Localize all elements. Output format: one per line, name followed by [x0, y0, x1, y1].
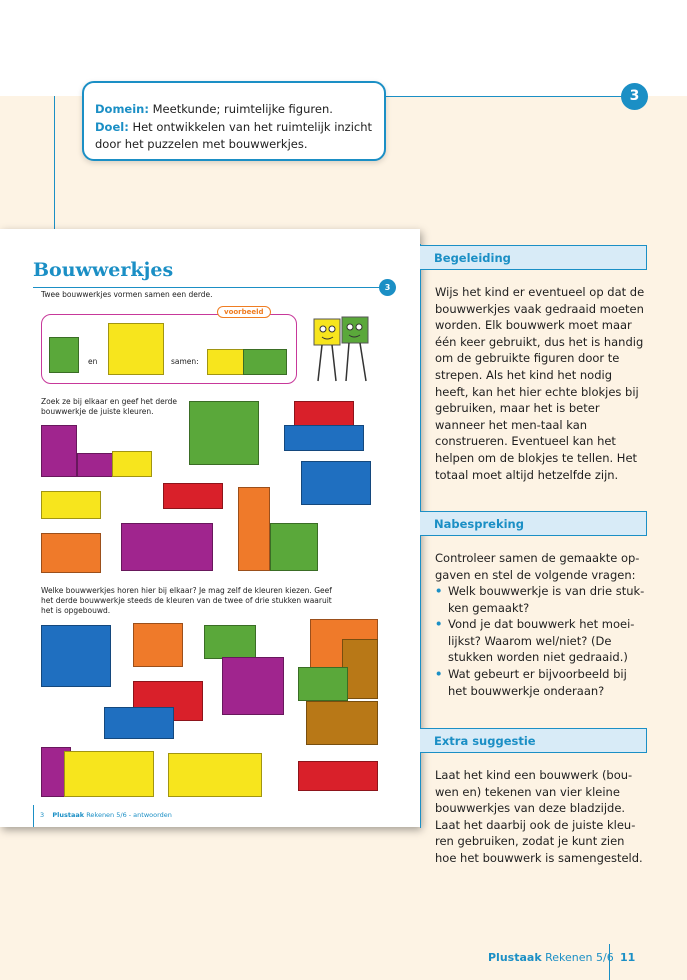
piece-green-bar: [204, 625, 256, 659]
footer-subject: Rekenen 5/6: [545, 951, 614, 964]
lesson-number-badge: 3: [621, 83, 648, 110]
worksheet-subtitle: Twee bouwwerkjes vormen samen een derde.: [41, 290, 213, 299]
goal-text: Het ontwikkelen van het ruimtelijk inzicht door het puzzelen met bouwwerkjes.: [95, 119, 373, 151]
piece-blue-t: [41, 625, 111, 687]
footer-page-number: 11: [620, 951, 636, 964]
piece-orange-stairs: [41, 533, 101, 573]
domain-goal-box: [82, 81, 386, 161]
section-nabespreking-title: Nabespreking: [420, 511, 647, 536]
example-tag: voorbeeld: [217, 306, 271, 318]
connector-line: [54, 96, 55, 230]
example-green-block: [49, 337, 79, 373]
piece-red-last: [298, 761, 378, 791]
list-item: • Welk bouwwerkje is van drie stuk-ken gemaakt?: [435, 583, 647, 616]
domain-text: Meetkunde; ruimtelijke figuren.: [152, 102, 333, 116]
footer-brand: [488, 951, 614, 964]
header-rule: [386, 96, 622, 97]
section-begeleiding-text: Wijs het kind er eventueel op dat de bouwwerkjes vaak gedraaid moeten worden. Elk bouwwerk moet maar één keer gebruikt, dus het is handig om de gebruikte figuren door te strepen. Als het kind het nodig heeft, kan het hier echte blokjes bij gebruiken, maar het is beter wanneer het men-taal kan construeren. Eventueel kan het helpen om de blokjes te tellen. Het totaal moet altijd hetzelfde zijn.: [435, 285, 645, 482]
list-item: • Vond je dat bouwwerk het moei-lijkst? Waarom wel/niet? (De stukken worden niet gedraaid.): [435, 616, 647, 666]
mascot-cubes-icon: [308, 315, 374, 385]
piece-red-top: [294, 401, 354, 427]
list-item: • Wat gebeurt er bijvoorbeeld bij het bouwwerkje onderaan?: [435, 666, 647, 699]
example-en-label: en: [88, 357, 98, 366]
piece-red-flat: [163, 483, 223, 509]
section-begeleiding-title: Begeleiding: [420, 245, 647, 270]
footer-brand-name: Plustaak: [488, 951, 542, 964]
piece-orange-tower: [238, 487, 270, 571]
worksheet-title: Bouwwerkjes: [33, 259, 174, 281]
section-nabespreking-intro: Controleer samen de gemaakte op-gaven en stel de volgende vragen:: [435, 551, 640, 582]
instruction-2: Welke bouwwerkjes horen hier bij elkaar? Je mag zelf de kleuren kiezen. Geef het derde bouwwerkje steeds de kleuren van de twee of drie stukken waaruit het is opgebouwd.: [41, 586, 332, 615]
example-result-yellow: [207, 349, 245, 375]
worksheet-page: [0, 229, 420, 827]
piece-brown-l: [306, 701, 378, 745]
piece-purple-l: [41, 425, 77, 477]
piece-orange-step: [133, 623, 183, 667]
worksheet-rule: [33, 287, 383, 288]
piece-blue-flat: [104, 707, 174, 739]
worksheet-footer: [40, 811, 172, 819]
piece-purple-step: [222, 657, 284, 715]
piece-blue-base: [284, 425, 364, 451]
worksheet-footer-brand: Plustaak: [52, 811, 85, 819]
worksheet-footer-rule: [33, 805, 34, 827]
section-nabespreking-list: [435, 583, 647, 699]
worksheet-footer-text: Rekenen 5/6 - antwoorden: [86, 811, 172, 819]
piece-yellow-flat: [41, 491, 101, 519]
example-result-green: [243, 349, 287, 375]
piece-yellow-l: [168, 753, 262, 797]
instruction-1: Zoek ze bij elkaar en geef het derde bouwwerkje de juiste kleuren.: [41, 397, 178, 416]
piece-green-lower: [298, 667, 348, 701]
piece-purple-long: [121, 523, 213, 571]
example-yellow-block: [108, 323, 164, 375]
worksheet-footer-page: 3: [40, 811, 45, 819]
section-extra-text: Laat het kind een bouwwerk (bou-wen en) tekenen van vier kleine bouwwerkjes van deze bladzijde. Laat het daarbij ook de juiste kleu-ren gebruiken, zodat je kunt zien hoe het bouwwerk is samengesteld.: [435, 768, 643, 865]
domain-label: Domein:: [95, 102, 149, 116]
worksheet-badge: 3: [379, 279, 396, 296]
example-samen-label: samen:: [171, 357, 199, 366]
piece-blue-cube: [301, 461, 371, 505]
piece-green-side: [270, 523, 318, 571]
section-extra-title: Extra suggestie: [420, 728, 647, 753]
piece-purple-base: [77, 453, 117, 477]
piece-yellow-long: [64, 751, 154, 797]
goal-label: Doel:: [95, 119, 129, 134]
piece-green-big: [189, 401, 259, 465]
piece-yellow-small: [112, 451, 152, 477]
